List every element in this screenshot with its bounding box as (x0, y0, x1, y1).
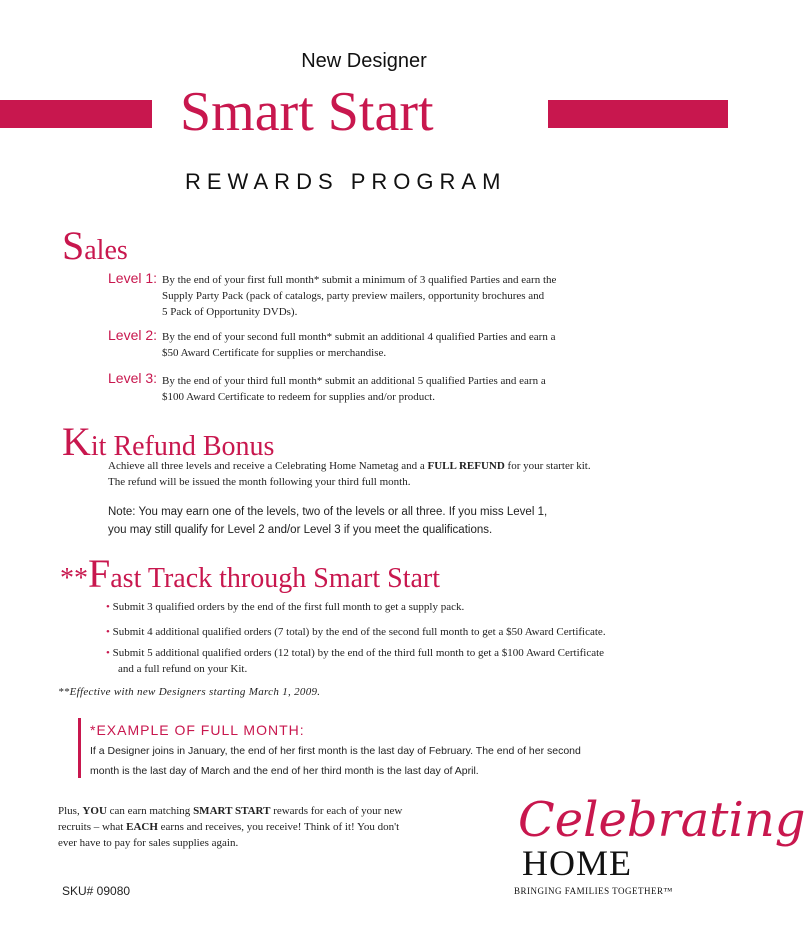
note-line-2: you may still qualify for Level 2 and/or Level 3 if you meet the qualifications. (108, 524, 493, 536)
example-accent-bar (78, 718, 81, 778)
page-subtitle: REWARDS PROGRAM (185, 169, 507, 194)
kit-refund-line-2: The refund will be issued the month following your third full month. (108, 476, 411, 488)
effective-footnote: **Effective with new Designers starting March 1, 2009. (58, 686, 321, 698)
example-line-2: month is the last day of March and the end of her third month is the last day of April. (90, 765, 479, 777)
sku-number: SKU# 09080 (62, 884, 131, 898)
recruits-text: can earn matching (106, 805, 194, 817)
each-emphasis: EACH (126, 821, 158, 833)
recruits-text: rewards for each of your new (270, 805, 403, 817)
page-title: Smart Start (180, 81, 434, 143)
logo-tagline: BRINGING FAMILIES TOGETHER™ (514, 886, 673, 896)
level-1-text (162, 272, 682, 320)
sales-heading-initial: S (62, 223, 85, 268)
level-2-line-1: By the end of your second full month* submit an additional 4 qualified Parties and earn a (162, 331, 556, 343)
fast-track-heading-initial: F (88, 551, 111, 596)
level-2-label: Level 2: (108, 327, 158, 343)
sales-heading-rest: ales (84, 235, 128, 266)
level-3-line-1: By the end of your third full month* submit an additional 5 qualified Parties and earn a (162, 375, 546, 387)
level-1-line-3: 5 Pack of Opportunity DVDs). (162, 306, 298, 318)
fast-track-heading-prefix: ** (60, 563, 88, 594)
example-title: *EXAMPLE OF FULL MONTH: (90, 722, 305, 738)
smart-start-emphasis: SMART START (193, 805, 271, 817)
level-1-line-1: By the end of your first full month* submit a minimum of 3 qualified Parties and earn the (162, 274, 557, 286)
fast-track-bullet-3 (106, 645, 604, 661)
level-1-line-2: Supply Party Pack (pack of catalogs, party preview mailers, opportunity brochures and (162, 290, 545, 302)
sales-heading (62, 222, 128, 269)
bullet-icon: • (106, 626, 110, 638)
fast-track-bullet-1-text: Submit 3 qualified orders by the end of the first full month to get a supply pack. (112, 601, 465, 613)
kit-refund-line-1-text: Achieve all three levels and receive a Celebrating Home Nametag and a (108, 460, 428, 472)
fast-track-bullet-2 (106, 624, 606, 640)
pre-title: New Designer (301, 50, 427, 72)
recruits-text: recruits – what (58, 821, 127, 833)
kit-refund-heading-initial: K (62, 419, 91, 464)
level-3-line-2: $100 Award Certificate to redeem for supplies and/or product. (162, 391, 435, 403)
kit-refund-line-1-end: for your starter kit. (504, 460, 591, 472)
recruits-text: Plus, (58, 805, 83, 817)
fast-track-bullet-1 (106, 599, 464, 615)
celebrating-home-logo-script: Celebrating (518, 792, 805, 848)
fast-track-heading-rest: ast Track through Smart Start (110, 563, 441, 594)
bullet-icon: • (106, 647, 110, 659)
fast-track-bullet-3-cont: and a full refund on your Kit. (118, 663, 248, 675)
recruits-line-3: ever have to pay for sales supplies again. (58, 837, 239, 849)
bullet-icon: • (106, 601, 110, 613)
recruits-text: earns and receives, you receive! Think of it! You don't (157, 821, 400, 833)
recruits-line-1 (58, 803, 402, 819)
celebrating-home-logo-home: HOME (522, 843, 632, 883)
level-3-label: Level 3: (108, 370, 158, 386)
level-3-text (162, 373, 682, 405)
full-refund-emphasis: FULL REFUND (427, 460, 505, 472)
level-2-line-2: $50 Award Certificate for supplies or merchandise. (162, 347, 387, 359)
level-1-label: Level 1: (108, 270, 158, 286)
kit-refund-line-1 (108, 458, 591, 474)
left-accent-band (0, 100, 152, 128)
fast-track-bullet-3-text: Submit 5 additional qualified orders (12 total) by the end of the third full month to get a $100 Award Certificate (112, 647, 605, 659)
fast-track-bullet-2-text: Submit 4 additional qualified orders (7 total) by the end of the second full month to get a $50 Award Certificate. (112, 626, 606, 638)
fast-track-heading (60, 550, 440, 597)
recruits-line-2 (58, 819, 399, 835)
kit-refund-heading-rest: it Refund Bonus (90, 431, 275, 462)
level-2-text (162, 329, 682, 361)
you-emphasis: YOU (82, 805, 107, 817)
right-accent-band (548, 100, 728, 128)
note-line-1: Note: You may earn one of the levels, two of the levels or all three. If you miss Level 1, (108, 506, 548, 518)
example-line-1: If a Designer joins in January, the end of her first month is the last day of February. The end of her second (90, 745, 581, 757)
